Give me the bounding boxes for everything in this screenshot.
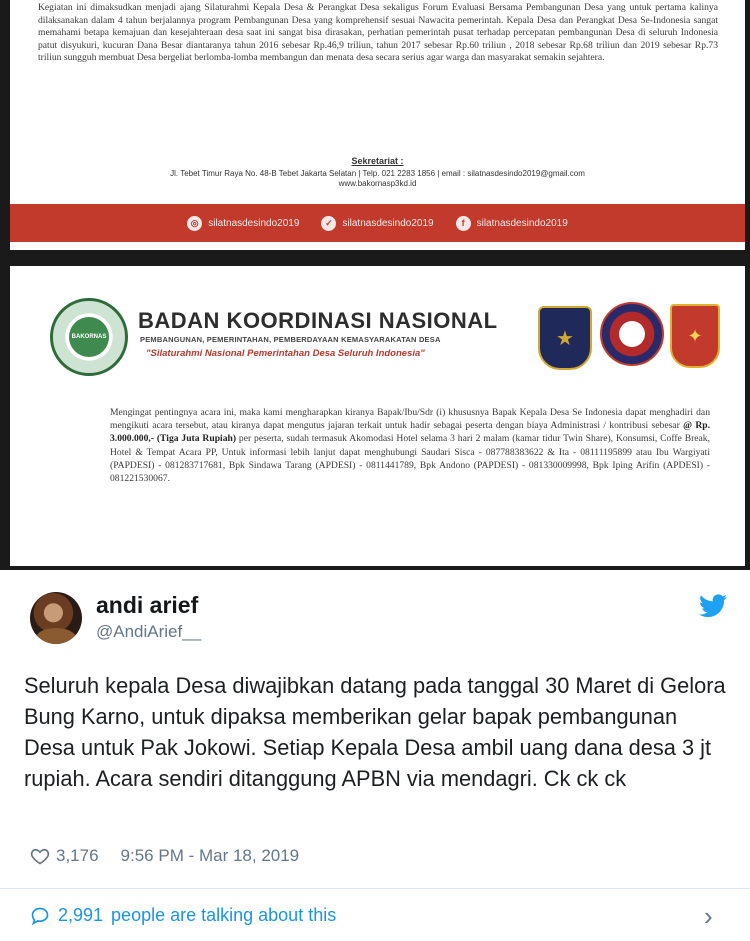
talking-count: 2,991 [58, 905, 104, 925]
bakornas-logo-text: BAKORNAS [69, 317, 109, 357]
document-top-text: Kegiatan ini dimaksudkan menjadi ajang Silaturahmi Kepala Desa & Perangkat Desa sekaligus Forum Evaluasi Bersama Pembangunan Desa yang untuk pertama kalinya dilaksanakan dalam 4 tahun berjalannya program Pembangunan Desa yang komprehensif sesuai Nawacita pemerintah. Kepala Desa dan Perangkat Desa Se-Indonesia sangat memahami betapa kemajuan dan kesejahteraan desa saat ini sangat bisa dirasakan, perhatian pemerintah pusat terhadap percepatan pembangunan Desa di seluruh Indonesia patut disyukuri, kucuran Dana Besar diantaranya tahun 2016 sebesar Rp.46,9 triliun, tahun 2017 sebesar Rp.60 triliun , 2018 sebesar Rp.68 triliun dan 2019 sebesar Rp.73 triliun sungguh membuat Desa bergeliat berlomba-lomba membangun dan menata desa secara serius agar warga dan masyarakat semakin sejahtera. [38, 2, 718, 64]
organization-slogan: "Silaturahmi Nasional Pemerintahan Desa Seluruh Indonesia" [146, 348, 425, 359]
instagram-icon: ◎ [187, 216, 202, 231]
document-page-bottom [10, 266, 745, 566]
bakornas-logo [50, 298, 128, 376]
invitation-text-1: Mengingat pentingnya acara ini, maka kami mengharapkan kiranya Bapak/Ibu/Sdr (i) khususnya Bapak Kepala Desa Se Indonesia dapat menghadiri dan mengikuti acara tersebut, atau kiranya dapat mengutus jajaran terkait untuk hadir sebagai peserta dengan biaya Administrasi / kontribusi sebesar [110, 407, 710, 432]
document-bottom-paragraph [110, 406, 710, 485]
secretariat-title: Sekretariat : [351, 156, 404, 166]
heart-icon[interactable] [30, 846, 50, 866]
facebook-icon: f [456, 216, 471, 231]
twitter-bird-icon[interactable] [699, 594, 727, 618]
social-label: silatnasdesindo2019 [208, 217, 300, 229]
tweet-timestamp[interactable]: 9:56 PM - Mar 18, 2019 [120, 846, 300, 865]
tweet-meta [30, 846, 299, 866]
like-count[interactable]: 3,176 [56, 846, 99, 865]
invitation-text-2: per peserta, sudah termasuk Akomodasi Hotel selama 3 hari 2 malam (kamar tidur Twin Share), Konsumsi, Coffe Break, Hotel & Tempat Acara PP, Untuk informasi lebih lanjut dapat menghubungi Saudari Sisca - 087788383622 & Ita - 08111195899 atau Ibu Wargiyati (PAPDESI) - 081283717681, Bpk Sindawa Tarang (APDESI) - 0811441789, Bpk Andono (PAPDESI) - 081330009998, Bpk Iping Arifin (APDESI) - 081221530067. [110, 433, 711, 485]
speech-bubble-icon [30, 906, 50, 926]
social-twitter [321, 216, 433, 231]
organization-subtitle: PEMBANGUNAN, PEMERINTAHAN, PEMBERDAYAAN KEMASYARAKATAN DESA [140, 335, 441, 344]
document-page-top [10, 0, 745, 250]
contribution-amount: @ Rp. 3.000.000,- (Tiga Juta Rupiah) [110, 420, 710, 445]
social-label: silatnasdesindo2019 [342, 217, 434, 229]
secretariat-block [10, 156, 745, 188]
document-top-paragraph [38, 2, 718, 65]
tweet-text: Seluruh kepala Desa diwajibkan datang pada tanggal 30 Maret di Gelora Bung Karno, untuk dipaksa memberikan gelar bapak pembangunan Desa untuk Pak Jokowi. Setiap Kepala Desa ambil uang dana desa 3 jt rupiah. Acara sendiri ditanggung APBN via mendagri. Ck ck ck [24, 673, 726, 791]
avatar[interactable] [30, 592, 82, 644]
social-media-band [10, 204, 745, 242]
talking-about-link[interactable] [30, 905, 336, 926]
twitter-icon: ✓ [321, 216, 336, 231]
social-label: silatnasdesindo2019 [476, 217, 568, 229]
user-display-name[interactable]: andi arief [96, 592, 199, 618]
shield-emblem-logo: ✦ [670, 304, 720, 368]
round-emblem-logo [600, 302, 664, 366]
talking-label: people are talking about this [111, 905, 337, 925]
social-instagram [187, 216, 299, 231]
social-facebook [456, 216, 568, 231]
divider [0, 888, 750, 889]
garuda-emblem-logo: ★ [538, 306, 592, 370]
secretariat-website: www.bakornasp3kd.id [338, 179, 417, 188]
secretariat-address: Jl. Tebet Timur Raya No. 48-B Tebet Jakarta Selatan | Telp. 021 2283 1856 | email : silatnasdesindo2019@gmail.com [170, 169, 585, 178]
tweet-card [0, 570, 750, 941]
user-handle[interactable]: @AndiArief__ [96, 622, 202, 641]
organization-title: BADAN KOORDINASI NASIONAL [138, 308, 498, 333]
chevron-right-icon[interactable]: › [704, 901, 713, 931]
